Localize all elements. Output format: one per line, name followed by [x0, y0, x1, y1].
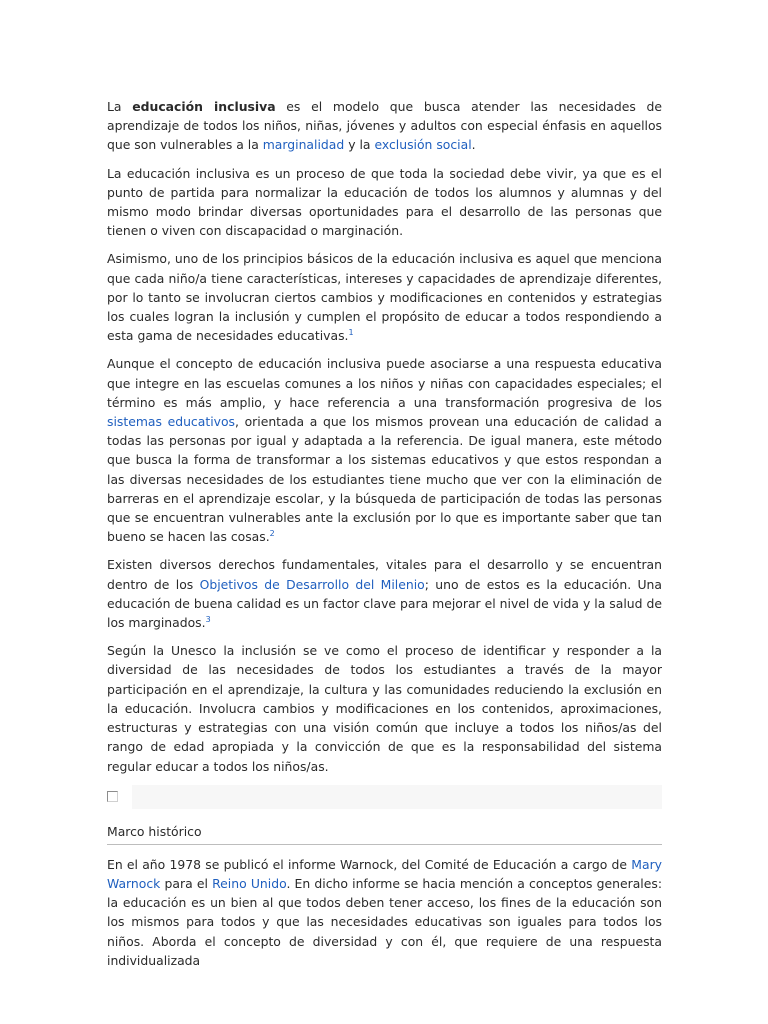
text-run: Aunque el concepto de educación inclusiva puede asociarse a una respuesta educativa que integre en las escuelas comunes a los niños y niñas con capacidades especiales; el término es más amplio, y hace referencia a una transformación progresiva de los — [107, 356, 662, 410]
checkbox-icon[interactable] — [107, 791, 118, 802]
paragraph-history — [107, 855, 662, 970]
text-run: , orientada a que los mismos provean una educación de calidad a todas las personas por igual y adaptada a la referencia. De igual manera, este método que busca la forma de transformar a los sistemas educativos y que estos respondan a las diversas necesidades de los estudiantes tiene mucho que ver con la eliminación de barreras en el aprendizaje escolar, y la búsqueda de participación de todas las personas que se encuentran vulnerables ante la exclusión por lo que es importante saber que tan bueno se hacen las cosas. — [107, 414, 663, 545]
bold-term: educación inclusiva — [132, 99, 276, 114]
text-run: . — [471, 137, 476, 153]
paragraph-process: La educación inclusiva es un proceso de que toda la sociedad debe vivir, ya que es el punto de partida para normalizar la educación de todos los alumnos y alumnas y del mismo modo brindar diversas oportunidades para el desarrollo de las personas que tienen o viven con discapacidad o marginación. — [107, 165, 662, 239]
footnote-ref-2[interactable]: 2 — [269, 529, 275, 539]
text-run: para el — [160, 875, 213, 891]
link-exclusion-social[interactable]: exclusión social — [374, 137, 472, 153]
paragraph-unesco: Según la Unesco la inclusión se ve como el proceso de identificar y responder a la diversidad de las necesidades de todos los estudiantes a través de la mayor participación en el aprendizaje, la cultura y las comunidades reduciendo la exclusión en la educación. Involucra cambios y modificaciones en los contenidos, aproximaciones, estructuras y estrategias con una visión común que incluye a todos los niños/as del rango de edad apropiada y la convicción de que es la responsabilidad del sistema regular educar a todos los niños/as. — [107, 643, 662, 774]
paragraph-principles — [107, 249, 662, 345]
text-run: La — [107, 99, 133, 114]
link-reino-unido[interactable]: Reino Unido — [212, 875, 287, 891]
link-marginalidad[interactable]: marginalidad — [262, 137, 345, 153]
link-objetivos-milenio[interactable]: Objetivos de Desarrollo del Milenio — [199, 576, 425, 592]
text-run: Asimismo, uno de los principios básicos de la educación inclusiva es aquel que menciona que cada niño/a tiene características, intereses y capacidades de aprendizaje diferentes, por lo tanto se involucran ciertos cambios y modificaciones en contenidos y estrategias los cuales logran la inclusión y cumplen el propósito de educar a todos respondiendo a esta gama de necesidades educativas. — [107, 251, 662, 344]
link-mary-warnock[interactable]: Mary Warnock — [107, 856, 662, 891]
toc-bar — [132, 785, 662, 809]
section-heading: Marco histórico — [107, 823, 662, 845]
text-run: ; uno de estos es la educación. Una educación de buena calidad es un factor clave para mejorar el nivel de vida y la salud de los marginados. — [107, 576, 663, 631]
footnote-ref-3[interactable]: 3 — [205, 614, 211, 624]
footnote-ref-1[interactable]: 1 — [348, 328, 354, 338]
article-body — [107, 97, 662, 979]
paragraph-intro — [107, 97, 662, 155]
text-run: es el modelo que busca atender las necesidades de aprendizaje de todos los niños, niñas, jóvenes y adultos con especial énfasis en aquellos que son vulnerables a la — [107, 99, 662, 153]
text-run: Existen diversos derechos fundamentales, vitales para el desarrollo y se encuentran dentro de los — [107, 557, 662, 592]
text-run: . En dicho informe se hacia mención a conceptos generales: la educación es un bien al que todos deben tener acceso, los fines de la educación son los mismos para todos y que las necesidades educativas son iguales para todos los niños. Aborda el concepto de diversidad y con él, que requiere de una respuesta individualizada — [107, 875, 662, 968]
table-of-contents-placeholder — [107, 785, 662, 809]
paragraph-concept — [107, 354, 662, 546]
paragraph-rights — [107, 555, 662, 632]
link-sistemas-educativos[interactable]: sistemas educativos — [107, 414, 236, 430]
text-run: y la — [344, 137, 375, 153]
text-run: En el año 1978 se publicó el informe Warnock, del Comité de Educación a cargo de — [107, 856, 632, 872]
